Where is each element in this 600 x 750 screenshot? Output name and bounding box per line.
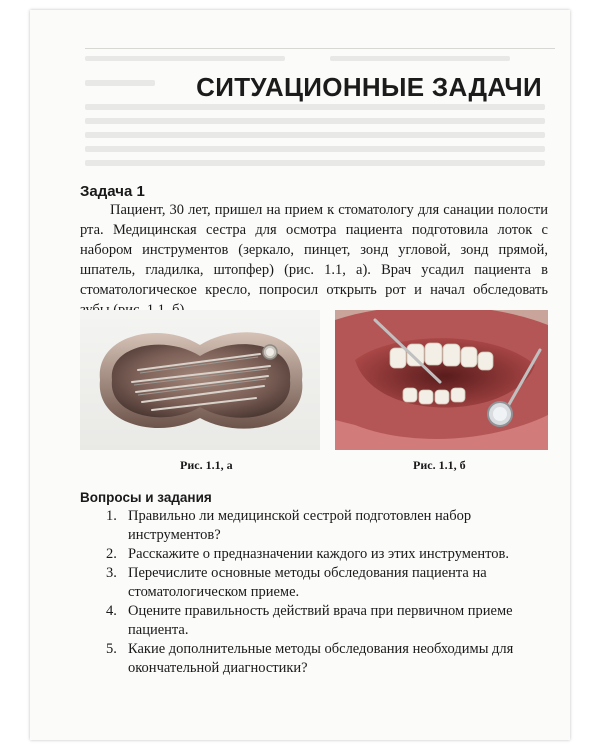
- questions-heading: Вопросы и задания: [80, 490, 212, 505]
- question-number: 2.: [106, 546, 117, 562]
- task-text: Пациент, 30 лет, пришел на прием к стоматологу для санации полости рта. Медицинская сестра для осмотра пациента подготовила лоток с набором инструментов (зеркало, пинцет, зонд угловой, зонд прямой, шпатель, гладилка, штопфер) (рис. 1.1, а). Врач усадил пациента в стоматологическое кресло, попросил открыть рот и начал обследовать: [80, 202, 548, 298]
- tray-illustration: [80, 310, 320, 450]
- bleed-through-line: [85, 132, 545, 138]
- question-text: Какие дополнительные методы обследования необходимы для окончательной диагностики?: [128, 641, 514, 676]
- question-item: [80, 545, 550, 564]
- question-text: Расскажите о предназначении каждого из этих инструментов.: [128, 546, 509, 562]
- figure-instrument-tray: [80, 310, 320, 450]
- question-item: [80, 640, 550, 678]
- task-heading: Задача 1: [80, 183, 145, 200]
- question-item: [80, 507, 550, 545]
- book-page: [30, 10, 570, 740]
- bleed-through-line: [85, 118, 545, 124]
- bleed-through-line: [330, 56, 510, 61]
- question-number: 5.: [106, 641, 117, 657]
- figure-caption-b: Рис. 1.1, б: [413, 458, 466, 472]
- question-text: Правильно ли медицинской сестрой подготовлен набор инструментов?: [128, 508, 472, 543]
- questions-list: [80, 507, 550, 678]
- figure-caption-a: Рис. 1.1, а: [180, 458, 233, 472]
- bleed-through-rule: [85, 48, 555, 49]
- question-text: Оцените правильность действий врача при первичном приеме пациента.: [128, 603, 513, 638]
- question-number: 4.: [106, 603, 117, 619]
- bleed-through-line: [85, 104, 545, 110]
- bleed-through-line: [85, 56, 285, 61]
- question-number: 3.: [106, 565, 117, 581]
- question-item: [80, 564, 550, 602]
- mouth-illustration: [335, 310, 548, 450]
- question-number: 1.: [106, 508, 117, 524]
- section-title: СИТУАЦИОННЫЕ ЗАДАЧИ: [196, 72, 542, 102]
- bleed-through-line: [85, 146, 545, 152]
- figure-dental-examination: [335, 310, 548, 450]
- bleed-through-line: [85, 160, 545, 166]
- question-text: Перечислите основные методы обследования пациента на стоматологическом приеме.: [128, 565, 487, 600]
- question-item: [80, 602, 550, 640]
